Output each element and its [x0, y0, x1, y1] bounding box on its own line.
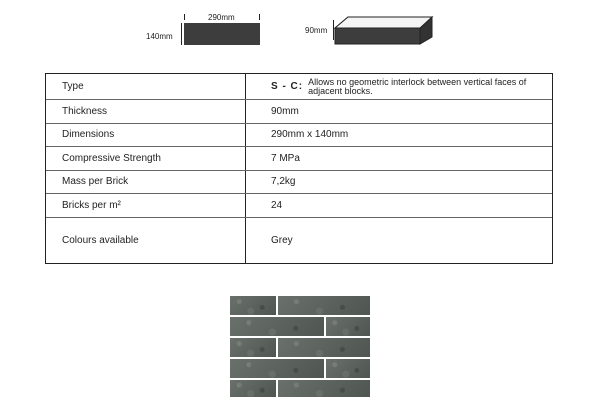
table-row-thickness	[46, 99, 552, 124]
thickness-dimension-label: 90mm	[305, 26, 328, 35]
brick	[278, 338, 370, 357]
table-row-compressive-strength	[46, 146, 552, 171]
table-row-mass	[46, 170, 552, 194]
type-code: S - C:	[271, 81, 304, 92]
row-value: Grey	[271, 234, 293, 246]
row-label: Thickness	[62, 105, 108, 117]
row-label: Bricks per m²	[62, 199, 121, 211]
row-value: 7 MPa	[271, 152, 300, 164]
brick	[230, 317, 324, 336]
brick	[230, 380, 276, 397]
row-value: 290mm x 140mm	[271, 129, 349, 140]
width-dimension-label: 290mm	[208, 13, 235, 22]
brick-wall-sample	[230, 296, 370, 397]
row-label: Dimensions	[62, 129, 115, 140]
row-value: 7,2kg	[271, 176, 296, 187]
brick	[326, 317, 370, 336]
specification-table	[45, 73, 553, 264]
type-description: Allows no geometric interlock between vertical faces of adjacent blocks.	[308, 76, 527, 96]
height-dimension-label: 140mm	[146, 32, 173, 41]
table-row-type	[46, 74, 552, 100]
row-label: Colours available	[62, 234, 139, 246]
table-row-bricks-per-m2	[46, 193, 552, 218]
row-label: Compressive Strength	[62, 152, 161, 164]
row-value	[271, 74, 542, 99]
brick	[230, 296, 276, 315]
row-value: 24	[271, 199, 283, 211]
brick	[230, 338, 276, 357]
row-label: Mass per Brick	[62, 176, 129, 187]
brick-front-face	[184, 23, 260, 45]
table-row-dimensions	[46, 123, 552, 147]
table-row-colours	[46, 217, 552, 263]
row-value: 90mm	[271, 105, 299, 117]
brick-3d-icon	[334, 16, 434, 46]
brick	[278, 296, 370, 315]
brick	[326, 359, 370, 378]
height-dimension-line	[181, 23, 182, 45]
width-dimension-tick-right	[259, 14, 260, 20]
brick	[230, 359, 324, 378]
brick	[278, 380, 370, 397]
row-label: Type	[62, 81, 84, 92]
width-dimension-tick-left	[184, 14, 185, 20]
